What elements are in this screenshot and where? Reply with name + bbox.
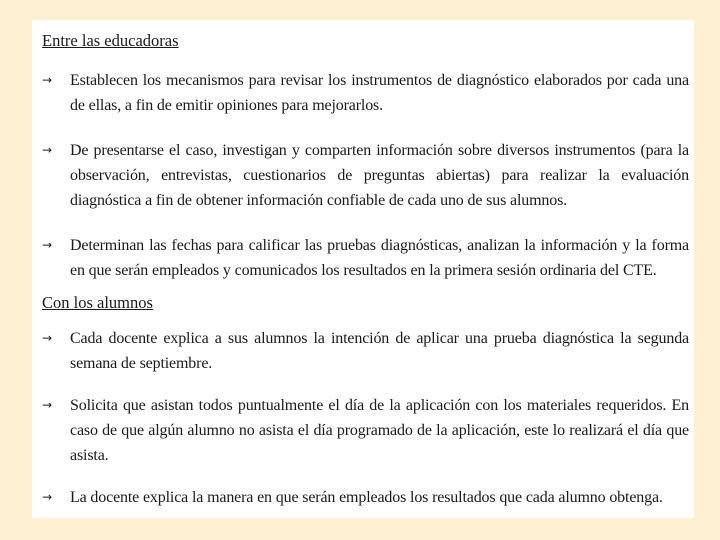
right-arrow-icon: → [42, 331, 52, 345]
list-item [42, 68, 689, 118]
list-item [42, 233, 689, 283]
list-item-text: Solicita que asistan todos puntualmente el día de la aplicación con los materiales requeridos. En caso de que algún alumno no asista el día programado de la aplicación, este lo realizará el día que asista. [70, 397, 689, 464]
section-heading-educadoras: Entre las educadoras [42, 31, 179, 50]
list-item [42, 485, 689, 510]
list-item-text: De presentarse el caso, investigan y comparten información sobre diversos instrumentos (para la observación, entrevistas, cuestionarios de preguntas abiertas) para realizar la evaluación diagnóstica a fin de obtener información confiable de cada uno de sus alumnos. [70, 142, 689, 209]
document-content [42, 30, 689, 510]
right-arrow-icon: → [42, 490, 52, 504]
right-arrow-icon: → [42, 398, 52, 412]
list-item [42, 138, 689, 213]
right-arrow-icon: → [42, 238, 52, 252]
list-item-text: La docente explica la manera en que serán empleados los resultados que cada alumno obtenga. [70, 489, 663, 506]
list-item-text: Cada docente explica a sus alumnos la intención de aplicar una prueba diagnóstica la segunda semana de septiembre. [70, 330, 689, 372]
right-arrow-icon: → [42, 143, 52, 157]
list-item-text: Establecen los mecanismos para revisar los instrumentos de diagnóstico elaborados por cada una de ellas, a fin de emitir opiniones para mejorarlos. [70, 72, 689, 114]
right-arrow-icon: → [42, 73, 52, 87]
list-item-text: Determinan las fechas para calificar las pruebas diagnósticas, analizan la información y la forma en que serán empleados y comunicados los resultados en la primera sesión ordinaria del CTE. [70, 237, 689, 279]
document-page [32, 20, 694, 518]
list-item [42, 393, 689, 468]
section-heading-alumnos: Con los alumnos [42, 293, 153, 312]
list-item [42, 326, 689, 376]
